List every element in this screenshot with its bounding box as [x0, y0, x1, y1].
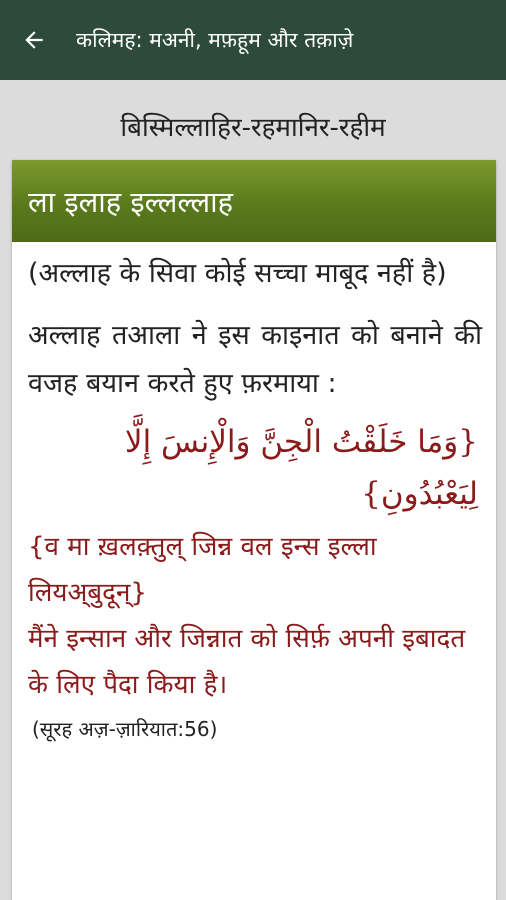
page-title: कलिमह: मअनी, मफ़हूम और तक़ाज़े	[76, 27, 354, 52]
verse-reference: (सूरह अज़-ज़ारियात:56)	[32, 717, 218, 741]
content-card	[12, 160, 496, 900]
arabic-verse: {وَمَا خَلَقْتُ الْجِنَّ وَالْإِنسَ إِلَّا لِيَعْبُدُونِ}	[124, 424, 478, 512]
card-header: ला इलाह इल्लल्लाह	[12, 160, 496, 242]
app-bar	[0, 0, 506, 80]
back-button[interactable]	[0, 0, 68, 80]
card-body	[12, 242, 496, 746]
arrow-left-icon	[21, 27, 47, 53]
translation-text: मैंने इन्सान और जिन्नात को सिर्फ़ अपनी इबादत के लिए पैदा किया है।	[28, 624, 466, 700]
meaning-text: (अल्लाह के सिवा कोई सच्चा माबूद नहीं है)	[28, 258, 447, 289]
transliteration-text: {व मा ख़लक़्तुल् जिन्न वल इन्स इल्ला लियअ्बुदून्}	[28, 532, 377, 608]
intro-text: अल्लाह तआला ने इस काइनात को बनाने की वजह बयान करते हुए फ़रमाया :	[28, 320, 482, 399]
bismillah-heading: बिस्मिल्लाहिर-रहमानिर-रहीम	[120, 113, 386, 143]
